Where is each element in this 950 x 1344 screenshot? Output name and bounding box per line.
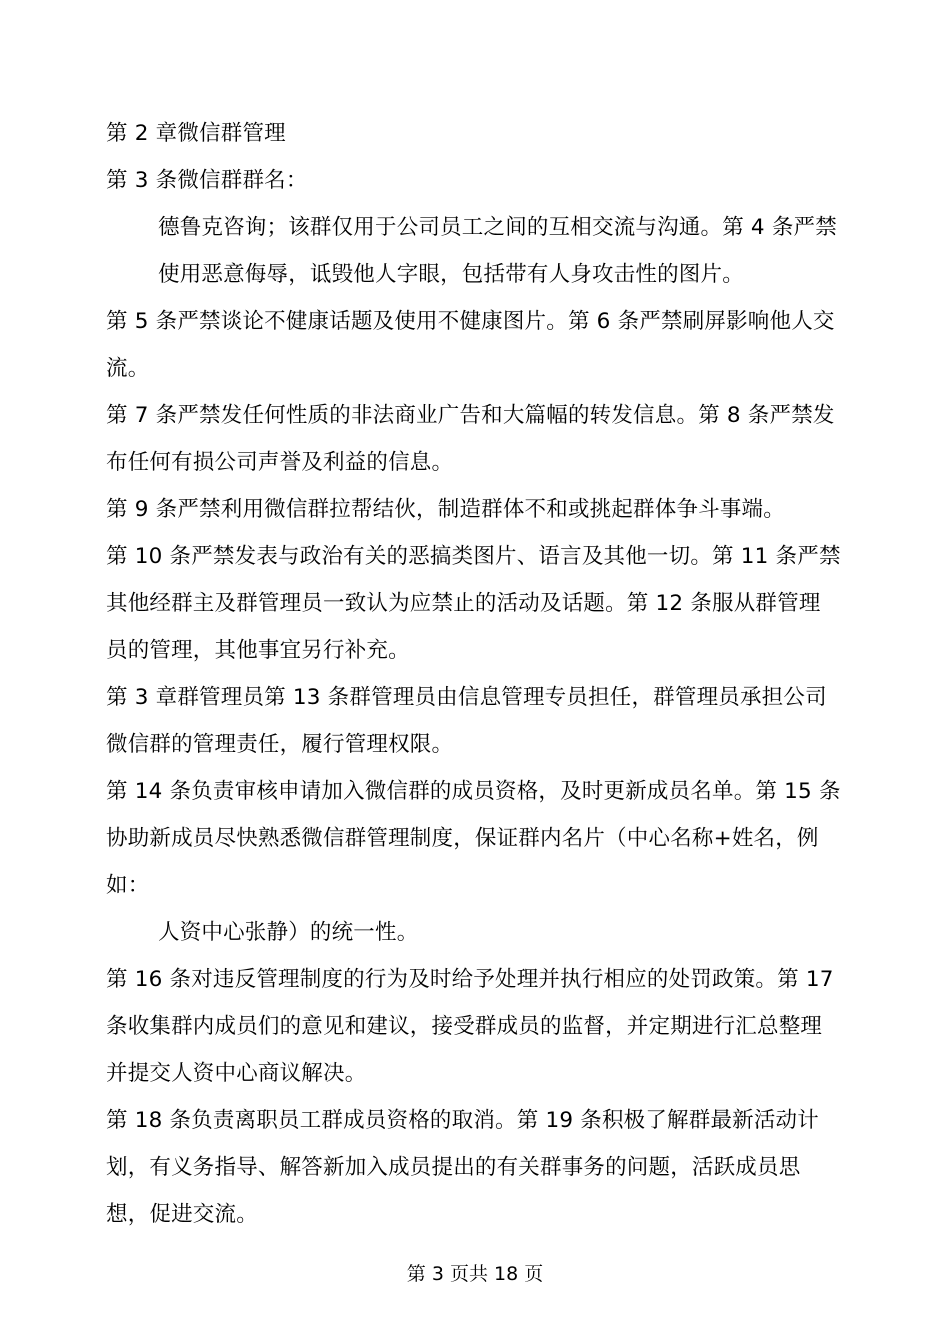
paragraph-articles-16-17: 第 16 条对违反管理制度的行为及时给予处理并执行相应的处罚政策。第 17 条收集群内成员们的意见和建议，接受群成员的监督，并定期进行汇总整理并提交人资中心商议解决。 <box>106 967 834 1086</box>
paragraph-group-name: 德鲁克咨询；该群仅用于公司员工之间的互相交流与沟通。第 4 条严禁使用恶意侮辱，诋毁他人字眼，包括带有人身攻击性的图片。 <box>158 215 837 287</box>
document-body <box>106 110 841 1238</box>
article-3-heading: 第 3 条微信群群名： <box>106 168 308 193</box>
paragraph-article-9: 第 9 条严禁利用微信群拉帮结伙，制造群体不和或挑起群体争斗事端。 <box>106 497 785 522</box>
paragraph-example-name: 人资中心张静）的统一性。 <box>158 920 419 945</box>
paragraph-chapter-3-article-13: 第 3 章群管理员第 13 条群管理员由信息管理专员担任，群管理员承担公司微信群的管理责任，履行管理权限。 <box>106 685 827 757</box>
chapter-2-heading: 第 2 章微信群管理 <box>106 121 286 146</box>
paragraph-articles-5-6: 第 5 条严禁谈论不健康话题及使用不健康图片。第 6 条严禁刷屏影响他人交流。 <box>106 309 835 381</box>
paragraph-articles-18-19: 第 18 条负责离职员工群成员资格的取消。第 19 条积极了解群最新活动计划，有义务指导、解答新加入成员提出的有关群事务的问题，活跃成员思想，促进交流。 <box>106 1108 819 1227</box>
paragraph-articles-14-15: 第 14 条负责审核申请加入微信群的成员资格，及时更新成员名单。第 15 条协助新成员尽快熟悉微信群管理制度，保证群内名片（中心名称+姓名，例如： <box>106 779 841 898</box>
page-number-footer: 第 3 页共 18 页 <box>406 1263 544 1285</box>
paragraph-articles-10-12: 第 10 条严禁发表与政治有关的恶搞类图片、语言及其他一切。第 11 条严禁其他经群主及群管理员一致认为应禁止的活动及话题。第 12 条服从群管理员的管理，其他事宜另行补充。 <box>106 544 841 663</box>
paragraph-articles-7-8: 第 7 条严禁发任何性质的非法商业广告和大篇幅的转发信息。第 8 条严禁发布任何有损公司声誉及利益的信息。 <box>106 403 835 475</box>
